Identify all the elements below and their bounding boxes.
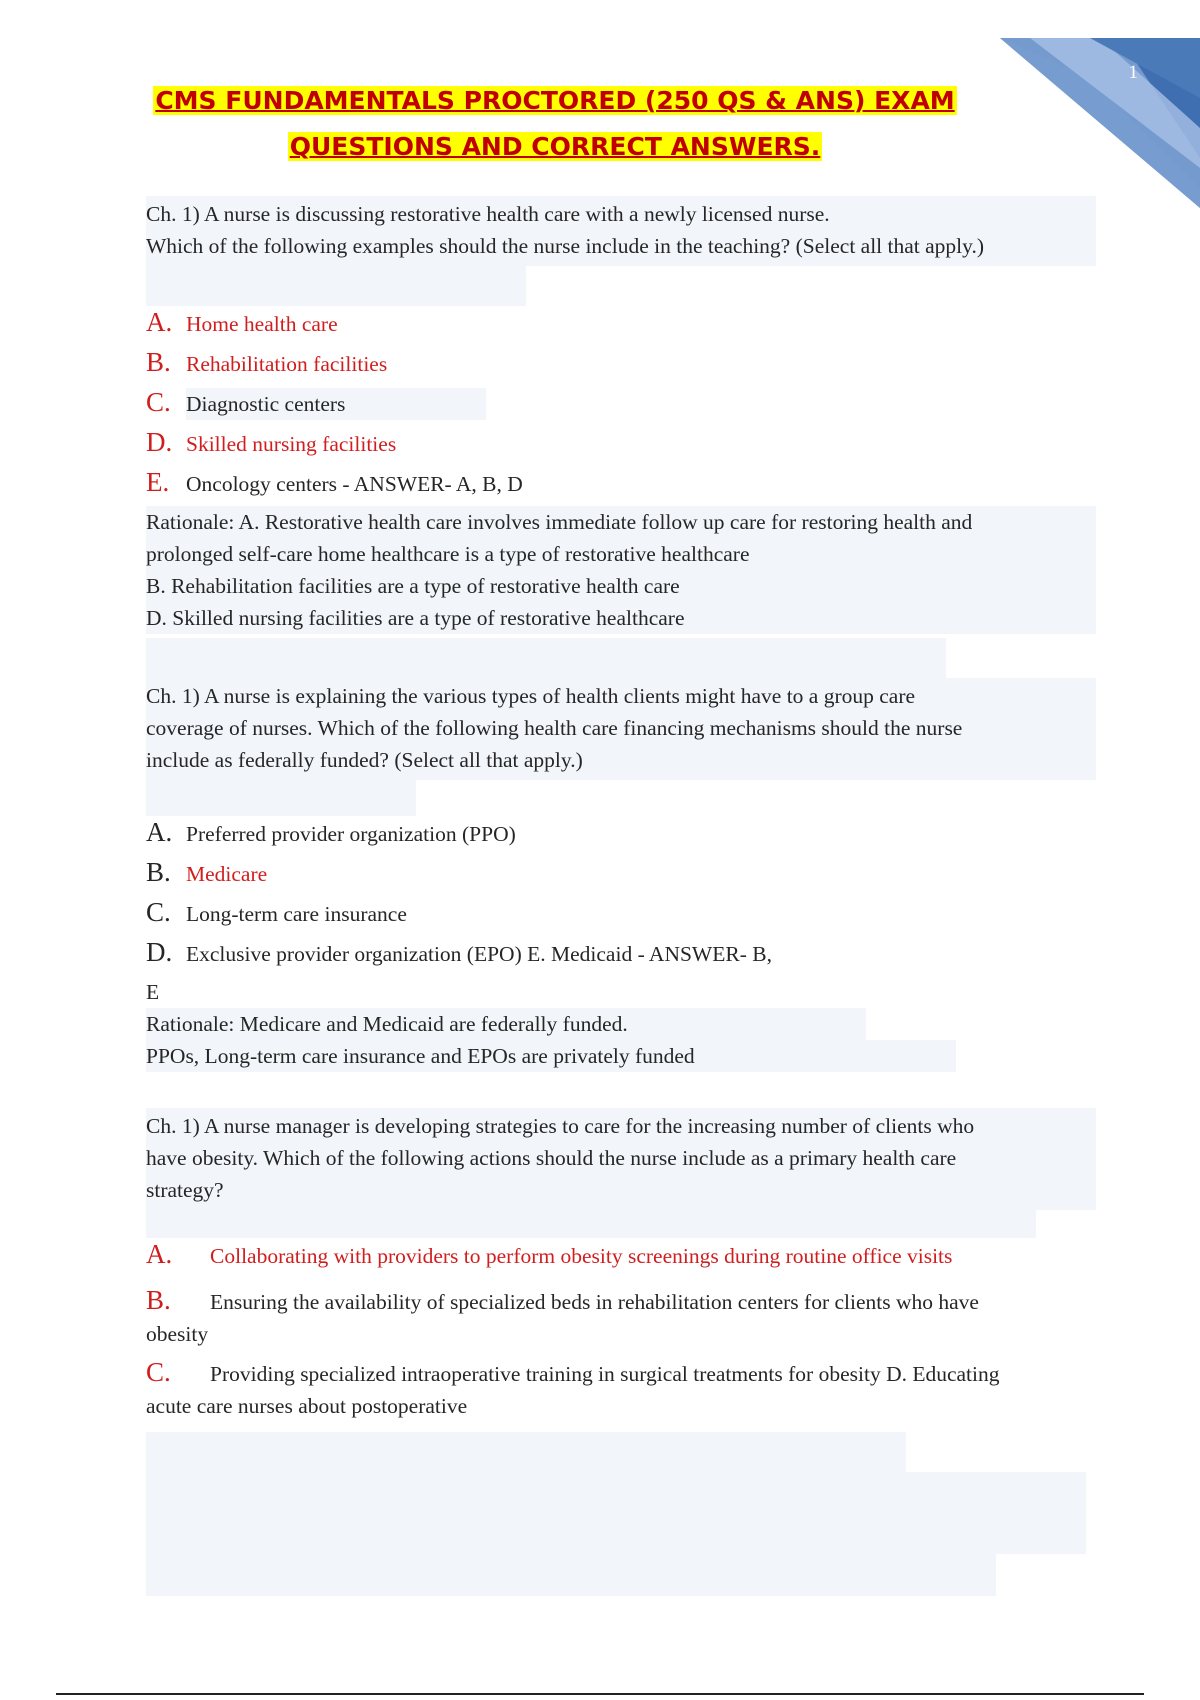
option-c <box>146 896 1096 936</box>
option-letter: D. <box>146 427 173 457</box>
question-stem-line: Ch. 1) A nurse is explaining the various types of health clients might have to a group care <box>146 684 916 708</box>
option-letter: C. <box>146 387 171 417</box>
option-text: Exclusive provider organization (EPO) E. Medicaid - ANSWER- B, <box>186 942 772 966</box>
question-stem-line: have obesity. Which of the following actions should the nurse include as a primary health care <box>146 1146 957 1170</box>
rationale-line: prolonged self-care home healthcare is a type of restorative healthcare <box>146 542 750 566</box>
option-text: Diagnostic centers <box>186 388 486 420</box>
question-stem-line: Ch. 1) A nurse is discussing restorative health care with a newly licensed nurse. <box>146 202 830 226</box>
option-b <box>146 346 1096 386</box>
page-title <box>0 78 1110 170</box>
faded-text-block <box>146 1472 1086 1554</box>
question-2-stem <box>146 678 1096 780</box>
option-d <box>146 426 1096 466</box>
option-letter: B. <box>146 857 171 887</box>
option-letter: A. <box>146 817 173 847</box>
option-text: Providing specialized intraoperative training in surgical treatments for obesity D. Educating <box>210 1362 1000 1386</box>
page-number: 1 <box>1128 62 1138 83</box>
option-text: Collaborating with providers to perform obesity screenings during routine office visits <box>210 1244 953 1268</box>
option-text-continued: obesity <box>146 1322 209 1346</box>
rationale-line: Rationale: Medicare and Medicaid are federally funded. <box>146 1008 866 1040</box>
faded-text-block <box>146 1554 996 1596</box>
option-text: Long-term care insurance <box>186 902 407 926</box>
option-letter: E. <box>146 467 170 497</box>
option-b <box>146 1284 1096 1350</box>
question-1-stem <box>146 196 1096 266</box>
question-stem-line: Ch. 1) A nurse manager is developing strategies to care for the increasing number of clients who <box>146 1114 975 1138</box>
question-stem-line: strategy? <box>146 1178 224 1202</box>
title-line-2: QUESTIONS AND CORRECT ANSWERS. <box>289 132 821 161</box>
option-letter: C. <box>146 897 171 927</box>
option-letter: B. <box>146 1285 171 1315</box>
question-stem-line: coverage of nurses. Which of the following health care financing mechanisms should the nurse <box>146 716 963 740</box>
rationale-line: D. Skilled nursing facilities are a type of restorative healthcare <box>146 606 685 630</box>
option-letter: A. <box>146 307 173 337</box>
rationale-line: Rationale: A. Restorative health care involves immediate follow up care for restoring health and <box>146 510 973 534</box>
option-letter: A. <box>146 1239 173 1269</box>
option-c <box>146 386 1096 426</box>
option-letter: B. <box>146 347 171 377</box>
option-text: Skilled nursing facilities <box>186 432 397 456</box>
option-text: Oncology centers - ANSWER- A, B, D <box>186 472 523 496</box>
rationale-line: PPOs, Long-term care insurance and EPOs are privately funded <box>146 1040 956 1072</box>
option-text: Medicare <box>186 862 268 886</box>
option-a <box>146 1238 1096 1278</box>
question-3-stem <box>146 1108 1096 1210</box>
title-line-1: CMS FUNDAMENTALS PROCTORED (250 QS & ANS) EXAM <box>155 86 955 115</box>
option-text: Home health care <box>186 312 338 336</box>
option-letter: D. <box>146 937 173 967</box>
faded-text-block <box>146 1432 906 1472</box>
option-a <box>146 816 1096 856</box>
option-e <box>146 466 1096 506</box>
option-letter: C. <box>146 1357 171 1387</box>
option-b <box>146 856 1096 896</box>
bottom-rule <box>56 1693 1144 1695</box>
option-text-continued: acute care nurses about postoperative <box>146 1394 468 1418</box>
rationale-2 <box>146 976 1096 1072</box>
option-d <box>146 936 1096 976</box>
rationale-1 <box>146 506 1096 634</box>
option-text: Rehabilitation facilities <box>186 352 388 376</box>
option-c <box>146 1356 1096 1422</box>
question-stem-line: include as federally funded? (Select all that apply.) <box>146 748 583 772</box>
rationale-line: B. Rehabilitation facilities are a type of restorative health care <box>146 574 680 598</box>
option-text: Ensuring the availability of specialized beds in rehabilitation centers for clients who have <box>210 1290 979 1314</box>
answer-continuation: E <box>146 980 160 1004</box>
option-text: Preferred provider organization (PPO) <box>186 822 516 846</box>
document-body <box>146 196 1096 1428</box>
option-a <box>146 306 1096 346</box>
question-stem-line: Which of the following examples should the nurse include in the teaching? (Select all that apply.) <box>146 234 985 258</box>
